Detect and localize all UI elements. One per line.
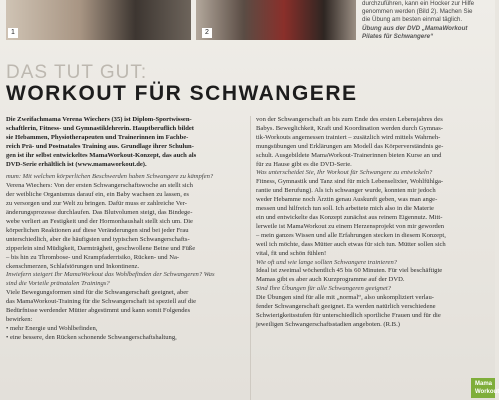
answer-line: webe verliert an Festigkeit und der Hormonhaushalt stellt sich um. Die <box>6 217 193 225</box>
caption-line: die Übung am besten einmal täglich. <box>362 16 463 24</box>
answer-line: jeweiligen Schwangerschaftsstadien angeboten. (R.B.) <box>256 320 400 328</box>
answer-line: fender Schwangerschaft geeignet. Es werden natürlich verschiedene <box>256 303 436 311</box>
lead-line: reich Prä- und Postnatales Training aus. Grundlage ihrer Schulun- <box>6 142 194 150</box>
lead-line: Die Zweifachmama Verena Wiechers (35) ist Diplom-Sportwissen- <box>6 116 192 123</box>
interview-question: mum: Mit welchen körperlichen Beschwerden haben Schwangere zu kämpfen? <box>6 173 214 181</box>
body-line: mungsübungen und Erklärungen am Modell das Körperverständnis ge- <box>256 142 444 150</box>
lead-line: sie Hebammen, Physiotherapeuten und Trainerinnen im Fachbe- <box>6 133 189 141</box>
left-column <box>6 116 246 343</box>
answer-line: rantie und Berufung). Als ich schwanger wurde, konnten mir jedoch <box>256 187 436 195</box>
bullet-item: • eine bessere, den Rücken schonende Schwangerschaftshaltung, <box>6 334 246 343</box>
answer-line: Viele Bewegungsformen sind für die Schwangerschaft geeignet, aber <box>6 289 189 297</box>
photo-number-2: 2 <box>202 28 212 38</box>
body-line: tik-Workouts angemessen trainiert – zusätzlich wird mittels Wahrneh- <box>256 133 441 141</box>
answer-line: das MamaWorkout-Training für die Schwangerschaft ist speziell auf die <box>6 298 197 306</box>
mamaworkout-logo <box>471 378 499 398</box>
answer-line: – mein ganzes Wissen und alle Erfahrungen stecken in diesem Konzept, <box>256 231 446 239</box>
kicker-heading: DAS TUT GUT: <box>6 62 148 83</box>
page-title: WORKOUT FÜR SCHWANGERE <box>6 82 358 105</box>
answer-line: Mamas gibt es aber auch Kurzprogramme auf der DVD. <box>256 276 405 284</box>
interview-question: Wie oft und wie lange sollten Schwangere trainieren? <box>256 258 398 266</box>
answer-line: der weibliche Organismus darauf ein, ein Baby wachsen zu lassen, es <box>6 191 189 199</box>
body-line: für zu Hause gibt es die DVD-Serie. <box>256 160 352 168</box>
photo-caption <box>362 0 490 41</box>
caption-line: genommen werden (Bild 2). Machen Sie <box>362 8 473 16</box>
photo-number-1: 1 <box>8 28 18 38</box>
logo-text: Workout <box>475 389 499 395</box>
column-divider <box>250 116 251 400</box>
answer-line: ckenschmerzen, Schlafstörungen und Inkontinenz. <box>6 262 140 270</box>
answer-line: bewirken: <box>6 315 33 323</box>
lead-line: gen ist ihr selbst entwickeltes MamaWorkout-Konzept, das auch als <box>6 151 197 159</box>
answer-line: weder Hebamme noch Ärztin genau Auskunft geben, was man ange- <box>256 196 438 204</box>
answer-line: Die Übungen sind für alle mit „normal“, also unkompliziert verlau- <box>256 294 434 302</box>
answer-line: weil ich möchte, dass Mütter auch etwas für sich tun. Mütter sollen sich <box>256 240 446 248</box>
answer-line: zu versorgen und zur Welt zu bringen. Dafür muss er zahlreiche Ver- <box>6 200 187 208</box>
body-line: Babys. Beweglichkeit, Kraft und Koordination werden durch Gymnas- <box>256 124 443 132</box>
answer-line: vital, fit und schön fühlen! <box>256 249 327 257</box>
logo-text: Mama <box>475 381 493 387</box>
answer-line: körperlichen Reaktionen auf diese Veränderungen sind bei jeder Frau <box>6 226 189 234</box>
answer-line: ein und entwickelte das Konzept zunächst aus reinem Eigennutz. Mitt- <box>256 213 443 221</box>
answer-line: Verena Wiechers: Von der ersten Schwangerschaftswoche an stellt sich <box>6 182 193 190</box>
lead-line: DVD-Serie erhältlich ist (www.mamaworkout.de). <box>6 160 147 168</box>
answer-line: Fitness, Gymnastik und Tanz sind für mich Lebenselixier, Wohlfühlga- <box>256 178 444 186</box>
exercise-photo-1 <box>6 0 191 40</box>
body-line: von der Schwangerschaft an bis zum Ende des ersten Lebensjahres des <box>256 116 443 123</box>
body-line: schult. Ausgebildete MamaWorkout-Trainerinnen bieten Kurse an und <box>256 151 442 159</box>
answer-line: Ideal ist zweimal wöchentlich 45 bis 60 Minuten. Für viel beschäftigte <box>256 267 443 275</box>
interview-question: sind die Vorteile pränatalen Trainings? <box>6 280 110 288</box>
bullet-item: • mehr Energie und Wohlbefinden, <box>6 325 246 334</box>
interview-question: Sind Ihre Übungen für alle Schwangeren geeignet? <box>256 285 392 293</box>
exercise-photo-2 <box>196 0 356 40</box>
answer-line: – bis hin zu Thrombose- und Krampfaderrisiko, Rücken- und Na- <box>6 253 180 261</box>
answer-line: messen und hilfreich tun soll. Ich arbeitete mich also in die Materie <box>256 205 434 213</box>
right-column <box>256 116 490 330</box>
answer-line: unterschiedlich, aber die häufigsten und typischen Schwangerschafts- <box>6 235 190 243</box>
caption-source: Pilates für Schwangere“ <box>362 32 434 40</box>
answer-line: zipperlein sind Müdigkeit, Darmträgheit, geschwollene Beine und Füße <box>6 244 196 252</box>
photo-strip <box>0 0 360 42</box>
interview-question: Inwiefern steigert Ihr MamaWorkout das Wohlbefinden der Schwangeren? Was <box>6 271 215 279</box>
answer-line: Bedürfnisse werdender Mütter abgestimmt und kann somit Folgendes <box>6 307 191 315</box>
answer-line: lerweile ist MamaWorkout zu einem Herzensprojekt von mir geworden <box>256 222 445 230</box>
lead-line: schaftlerin, Fitness- und Gymnastiklehrerin. Hauptberuflich bildet <box>6 124 194 132</box>
answer-line: Schwierigkeitsstufen für unterschiedlich sportliche Frauen und für die <box>256 311 441 319</box>
caption-line: durchzuführen, kann ein Hocker zur Hilfe <box>362 0 475 7</box>
interview-question: Was unterscheidet Sie, Ihr Workout für Schwangere zu entwickeln? <box>256 169 433 177</box>
caption-source: Übung aus der DVD „MamaWorkout <box>362 24 468 32</box>
answer-line: änderungsprozesse durchlaufen. Das Blutvolumen steigt, das Bindege- <box>6 209 193 217</box>
